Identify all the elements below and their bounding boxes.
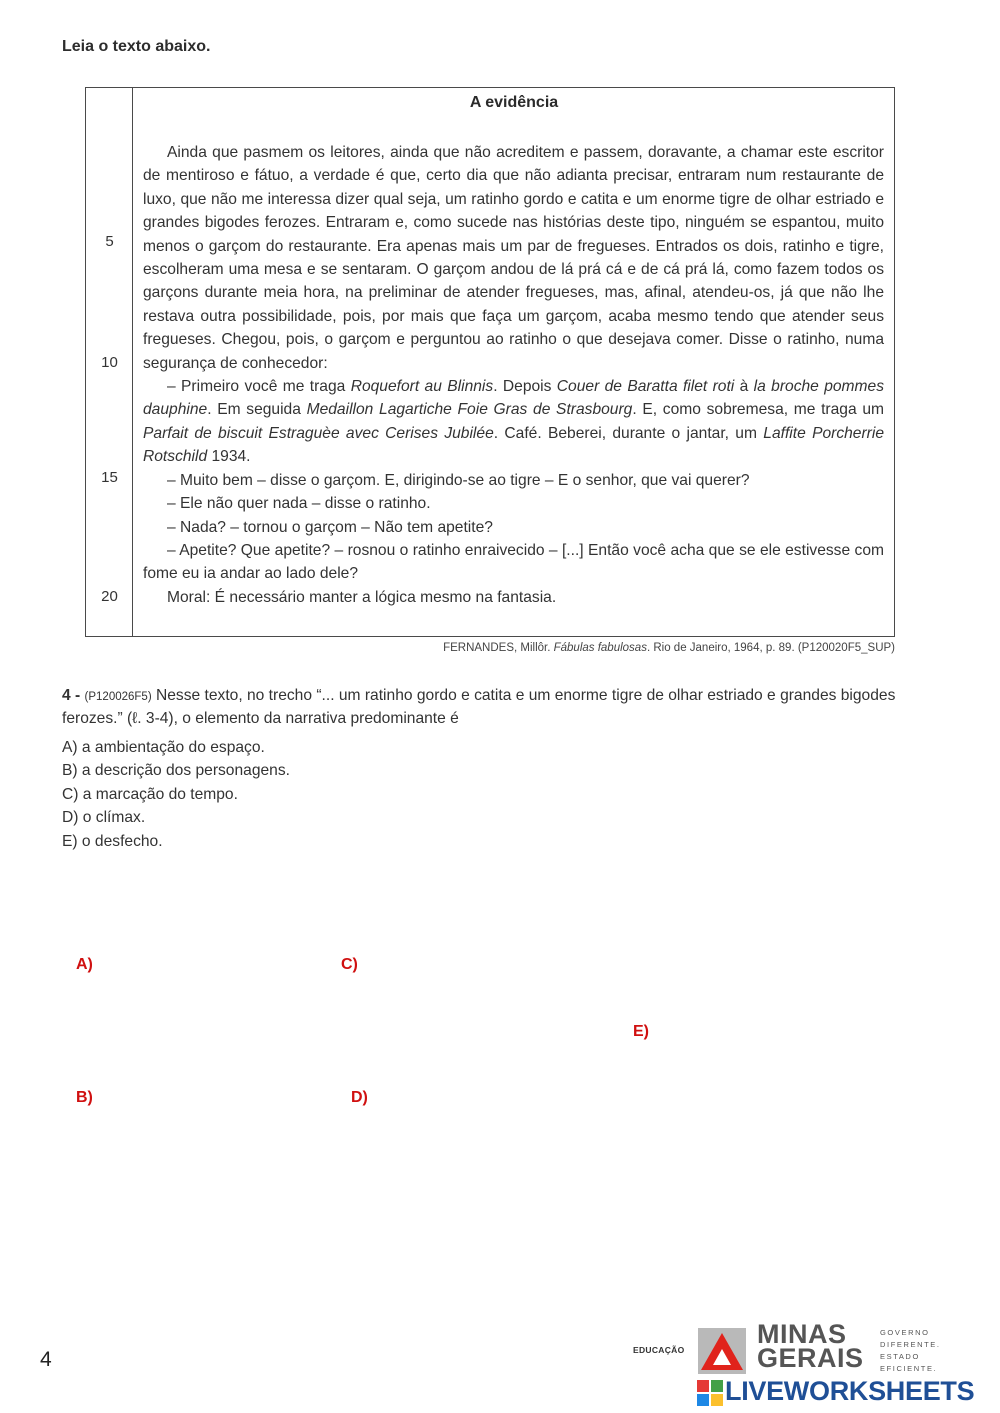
liveworksheets-wordmark: LIVEWORKSHEETS (725, 1376, 975, 1406)
story-title: A evidência (469, 94, 559, 111)
option-a: A) a ambientação do espaço. (62, 739, 265, 756)
dialogue-line: – Ele não quer nada – disse o ratinho. (167, 495, 431, 513)
source-citation: FERNANDES, Millôr. Fábulas fabulosas. Rio de Janeiro, 1964, p. 89. (P120020F5_SUP) (443, 642, 895, 654)
options-list (62, 736, 290, 853)
line-number: 5 (105, 233, 114, 250)
question-number: 4 - (62, 687, 85, 704)
answer-choice-b[interactable]: B) (76, 1089, 93, 1106)
government-tagline: GOVERNO DIFERENTE. ESTADO EFICIENTE. (880, 1328, 941, 1373)
answer-choice-d[interactable]: D) (351, 1089, 368, 1106)
dialogue-line: – Nada? – tornou o garçom – Não tem apetite? (167, 518, 493, 536)
question-code: (P120026F5) (84, 691, 152, 703)
story-paragraph: Ainda que pasmem os leitores, ainda que não acreditem e passem, doravante, a chamar este escritor de mentiroso e fátuo, a verdade é que, certo dia que não adianta precisar, entraram num restaurante de luxo, que não me interessa dizer qual seja, um ratinho gordo e catita e um enorme tigre de olhar estriado e grandes bigodes ferozes. Entraram e, como sucede nas histórias deste tipo, ninguém se espantou, muito menos o garçom do restaurante. Era apenas mais um par de fregueses. Entrados os dois, ratinho e tigre, escolheram uma mesa e se sentaram. O garçom andou de lá prá cá e de cá prá lá, como fazem todos os garçons durante meia hora, na preliminar de atender fregueses, mas, afinal, atendeu-os, já que não lhe restava outra possibilidade, pois, por mais que faça um garçom, acaba mesmo tendo que atender seus fregueses. Chegou, pois, o garçom e perguntou ao ratinho o que desejava comer. Disse o ratinho, numa segurança de conhecedor: (143, 144, 884, 372)
question-text: Nesse texto, no trecho “... um ratinho gordo e catita e um enorme tigre de olhar estriado e grandes bigodes ferozes.” (ℓ. 3-4), o elemento da narrativa predominante é (62, 687, 896, 727)
minas-gerais-logo-icon (698, 1328, 746, 1374)
story-moral: Moral: É necessário manter a lógica mesmo na fantasia. (167, 588, 557, 606)
question-stem (62, 685, 942, 730)
line-number-column (86, 88, 133, 636)
option-b: B) a descrição dos personagens. (62, 762, 290, 780)
story-paragraph-menu: – Primeiro você me traga Roquefort au Blinnis. Depois Couer de Baratta filet roti à la broche pommes dauphine. Em seguida Medaillon Lagartiche Foie Gras de Strasbourg. E, como sobremesa, me traga um Parfait de biscuit Estraguèe avec Cerises Jubilée. Café. Beberei, durante o jantar, um Laffite Porcherrie Rotschild 1934. (143, 378, 885, 466)
option-e: E) o desfecho. (62, 832, 163, 850)
dialogue-line: – Apetite? Que apetite? – rosnou o ratinho enraivecido – [...] Então você acha que se ele estivesse com fome eu ia andar ao lado dele? (143, 541, 884, 583)
story-body (143, 141, 884, 609)
answer-choice-a[interactable]: A) (76, 956, 93, 973)
line-number: 15 (101, 469, 118, 486)
story-box (85, 87, 895, 637)
line-number: 10 (101, 354, 118, 371)
option-c: C) a marcação do tempo. (62, 785, 238, 803)
line-number: 20 (101, 588, 118, 605)
answer-choice-e[interactable]: E) (633, 1023, 649, 1040)
liveworksheets-icon (697, 1380, 723, 1406)
option-d: D) o clímax. (62, 809, 146, 827)
education-label: EDUCAÇÃO (633, 1345, 685, 1355)
answer-choice-c[interactable]: C) (341, 956, 358, 973)
instruction: Leia o texto abaixo. (62, 38, 211, 55)
dialogue-line: – Muito bem – disse o garçom. E, dirigindo-se ao tigre – E o senhor, que vai querer? (167, 471, 750, 489)
page-number: 4 (40, 1348, 52, 1371)
state-name: MINAS GERAIS (757, 1319, 864, 1373)
